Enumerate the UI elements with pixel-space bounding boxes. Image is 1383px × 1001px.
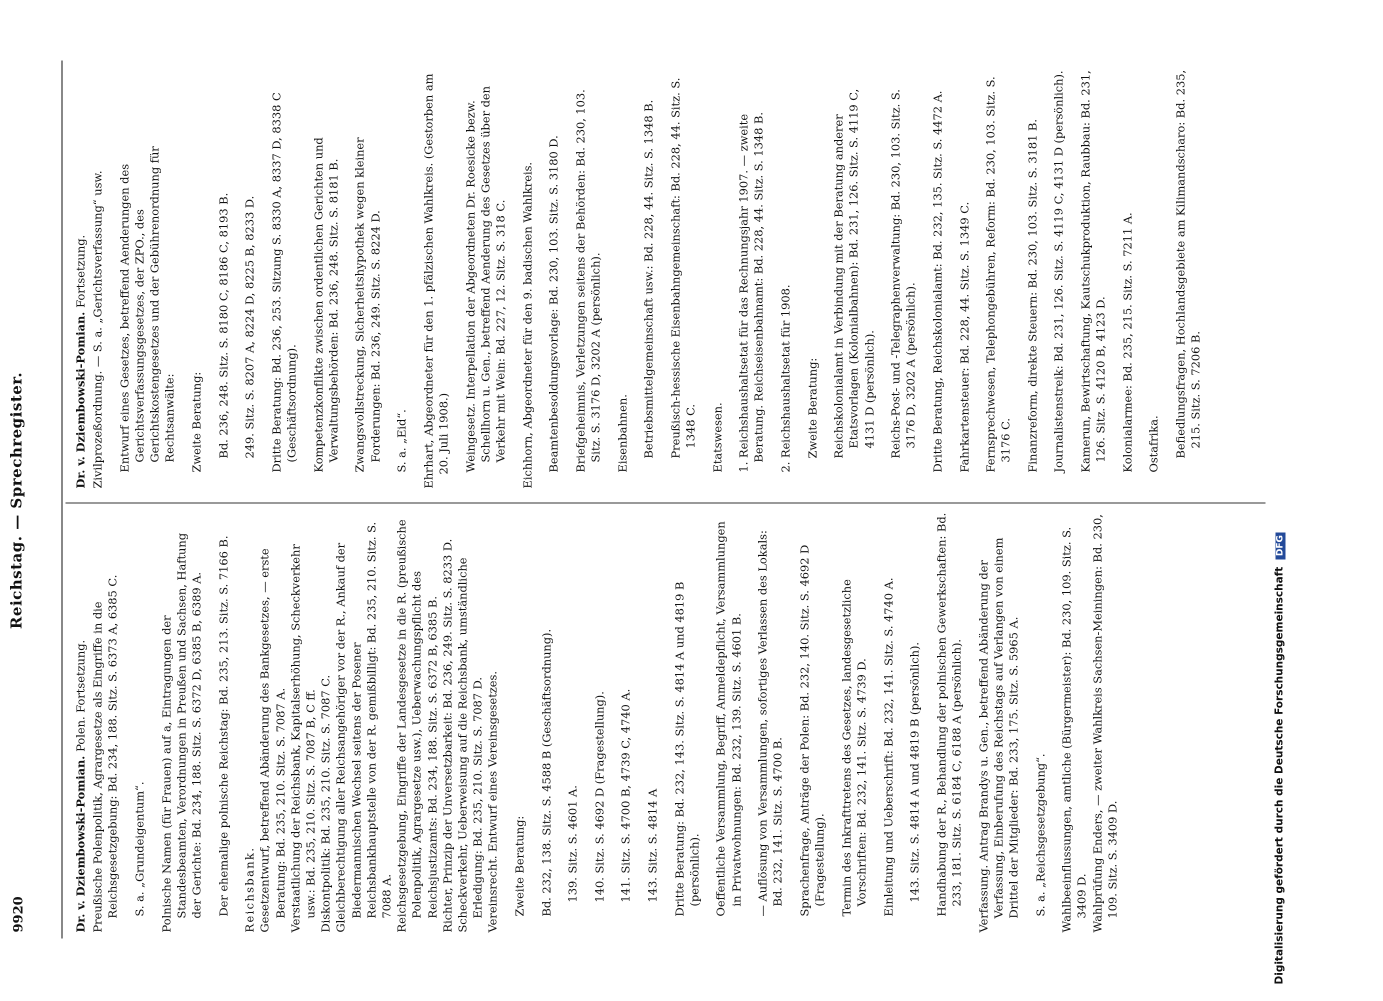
register-entry: 143. Sitz. S. 4814 A und 4819 B (persönlich).	[907, 641, 922, 903]
page-number: 9920	[11, 896, 27, 933]
continuation-label: Polen. Fortsetzung.	[73, 639, 88, 752]
register-entry: Termin des Inkrafttretens des Gesetzes, landesgesetzliche Vorschriften: Bd. 232, 141. Sitz. S. 4739 D.	[839, 579, 869, 917]
register-entry: Polnische Namen (für Frauen) auf a, Eintragungen der Standesbeamten, Verordnungen in Preußen und Sachsen, Haftung der Gerichte: Bd. 234, 188. Sitz. S. 6372 D, 6385 B, 6389 A.	[159, 533, 204, 933]
register-entry: Reichs-Post- und -Telegraphenverwaltung: Bd. 230, 103. Sitz. S. 3176 D, 3202 A (persönlich).	[888, 89, 918, 459]
register-entry: Wahlbeeinflussungen, amtliche (Bürgermeister): Bd. 230, 109. Sitz. S. 3409 D.	[1059, 526, 1089, 933]
register-entry: Wahlprüfung Enders, — zweiter Wahlkreis Sachsen-Meiningen: Bd. 230, 109. Sitz. S. 3409 D.	[1090, 514, 1120, 933]
column-divider	[66, 503, 1266, 504]
register-entry: Preußisch-hessische Eisenbahngemeinschaft: Bd. 228, 44. Sitz. S. 1348 C.	[668, 77, 698, 459]
register-entry: Eichhorn, Abgeordneter für den 9. badischen Wahlkreis.	[520, 161, 535, 489]
register-entry: Reichskolonialamt in Verbindung mit der Beratung anderer Etatsvorlagen (Kolonialbahnen): Bd. 231, 126. Sitz. S. 4119 C, 4131 D (persönlich).	[831, 88, 877, 459]
left-entries	[91, 513, 1121, 933]
register-entry: Eisenbahnen.	[615, 394, 630, 473]
register-entry: Journalistenstreik: Bd. 231, 126. Sitz. S. 4119 C, 4131 D (persönlich).	[1051, 70, 1066, 473]
register-entry: Gleichberechtigung aller Reichsangehöriger vor der R., Ankauf der Biedermannischen Wechsel seitens der Posener Reichsbankhauptstelle von der R. gemißbilligt: Bd. 235, 210. Sitz. S. 7088 A.	[333, 521, 394, 933]
register-entry: Kamerun, Bewirtschaftung, Kautschukproduktion, Raubbau: Bd. 231, 126. Sitz. S. 4120 B, 4123 D.	[1078, 70, 1108, 473]
register-entry: Handhabung der R., Behandlung der polnischen Gewerkschaften: Bd. 233, 181. Sitz. S. 6184 C, 6188 A (persönlich).	[934, 512, 964, 917]
register-entry: Diskontpolitik: Bd. 235, 210. Sitz. S. 7087 C.	[318, 674, 333, 933]
digitization-credit	[1274, 25, 1286, 985]
register-entry: Kolonialarmee: Bd. 235, 215. Sitz. S. 7211 A.	[1120, 212, 1135, 473]
register-entry: Zweite Beratung:	[805, 357, 820, 459]
register-entry: 1. Reichshaushaltsetat für das Rechnungsjahr 1907. — zweite Beratung. Reichseisenbahnamt: Bd. 228, 44. Sitz. S. 1348 B.	[736, 112, 766, 473]
register-entry: Richter, Prinzip der Unversetzbarkeit: Bd. 236, 249. Sitz. S. 8233 D.	[440, 538, 455, 933]
register-entry: Etatswesen.	[710, 402, 725, 473]
register-entry: S. a. „Eid“.	[394, 409, 409, 473]
right-column-heading	[74, 69, 89, 489]
register-entry: Fernsprechwesen, Telephongebühren, Reform: Bd. 230, 103. Sitz. S. 3176 C.	[983, 76, 1013, 473]
dfg-logo: DFG	[1276, 532, 1286, 559]
register-entry: Sprachenfrage, Anträge der Polen: Bd. 232, 140. Sitz. S. 4692 D (Fragestellung).	[797, 544, 827, 917]
register-entry: 143. Sitz. S. 4814 A	[645, 788, 660, 903]
header-rule	[62, 61, 63, 939]
credit-text: Digitalisierung gefördert durch die Deutsche Forschungsgemeinschaft	[1273, 566, 1286, 985]
register-entry: Weingesetz. Interpellation der Abgeordneten Dr. Roesicke bezw. Schellhorn u. Gen., betreffend Aenderung des Gesetzes über den Verkehr mit Wein: Bd. 227, 12. Sitz. S. 318 C.	[463, 85, 508, 473]
left-column	[74, 513, 1121, 933]
register-entry: Zwangsvollstreckung, Sicherheitshypothek wegen kleiner Forderungen: Bd. 236, 249. Sitz. S. 8224 D.	[352, 137, 383, 473]
register-entry: Der ehemalige polnische Reichstag: Bd. 235, 213. Sitz. S. 7166 B.	[216, 535, 231, 917]
register-entry: Bd. 232, 138. Sitz. S. 4588 B (Geschäftsordnung).	[539, 628, 554, 917]
register-entry: 141. Sitz. S. 4700 B, 4739 C, 4740 A.	[618, 688, 633, 903]
speaker-name: Dr. v. Dziembowski-Pomian.	[73, 755, 88, 933]
rotated-page	[0, 1, 1383, 1001]
register-entry: Scheckverkehr, Ueberweisung auf die Reichsbank, umständliche Erledigung: Bd. 235, 210. Sitz. S. 7087 D.	[455, 557, 485, 933]
register-entry: Finanzreform, direkte Steuern: Bd. 230, 103. Sitz. S. 3181 B.	[1025, 118, 1040, 473]
register-entry: Zweite Beratung:	[189, 371, 204, 473]
register-entry: Dritte Beratung: Bd. 236, 253. Sitzung S. 8330 A, 8337 D, 8338 C (Geschäftsordnung).	[269, 92, 299, 473]
register-entry: Entwurf eines Gesetzes, betreffend Aenderungen des Gerichtsverfassungsgesetzes, der ZPO., des Gerichtskostengesetzes und der Gebührenordnung für Rechtsanwälte:	[117, 146, 177, 473]
register-entry: Ostafrika.	[1146, 415, 1161, 473]
register-entry: Befiedlungsfragen, Hochlandsgebiete am Kilimandscharo: Bd. 235, 215. Sitz. S. 7206 B.	[1173, 69, 1203, 459]
left-column-heading	[74, 513, 89, 933]
register-entry: Gesetzentwurf, betreffend Abänderung des Bankgesetzes, — erste Beratung: Bd. 235, 210. Sitz. S. 7087 A.	[257, 548, 288, 933]
register-entry: Zweite Beratung:	[512, 815, 527, 917]
register-entry: Vereinsrecht. Entwurf eines Vereinsgesetzes.	[485, 670, 500, 933]
register-entry: Betriebsmittelgemeinschaft usw.: Bd. 228, 44. Sitz. S. 1348 B.	[641, 99, 656, 459]
register-entry: Zivilprozeßordnung. — S. a. „Gerichtsverfassung“ usw.	[90, 170, 105, 489]
register-entry: Einleitung und Ueberschrift: Bd. 232, 141. Sitz. S. 4740 A.	[881, 577, 896, 917]
register-entry: Reichsbank.	[242, 846, 257, 933]
register-entry: Dritte Beratung: Bd. 232, 143. Sitz. S. 4814 A und 4819 B (persönlich).	[672, 581, 702, 917]
register-entry: 2. Reichshaushaltsetat für 1908.	[778, 284, 793, 473]
register-entry: Oeffentliche Versammlung, Begriff, Anmeldepflicht, Versammlungen in Privatwohnungen: Bd. 232, 139. Sitz. S. 4601 B.	[713, 521, 744, 917]
register-entry: Verstaatlichung der Reichsbank, Kapitalserhöhung, Scheckverkehr usw.: Bd. 235, 210. Sitz. S. 7087 B, C ff.	[288, 544, 318, 933]
register-entry: Beamtenbesoldungsvorlage: Bd. 230, 103. Sitz. S. 3180 D.	[546, 135, 561, 473]
right-column	[74, 69, 1216, 489]
register-entry: Preußische Polenpolitik, Agrargesetze als Eingriffe in die Reichsgesetzgebung: Bd. 234, 188. Sitz. S. 6373 A, 6385 C.	[90, 574, 120, 933]
register-entry: Dritte Beratung, Reichskolonialamt: Bd. 232, 135. Sitz. S. 4472 A.	[930, 90, 945, 473]
running-title: Reichstag. — Sprechregister.	[7, 371, 26, 630]
register-entry: Fahrkartensteuer: Bd. 228, 44. Sitz. S. 1349 C.	[957, 201, 971, 473]
register-entry: 139. Sitz. S. 4601 A.	[565, 785, 580, 903]
register-entry: 249. Sitz. S. 8207 A, 8224 D, 8225 B, 8233 D.	[242, 195, 257, 459]
register-entry: S. a. „Grundeigentum“.	[132, 781, 147, 917]
register-entry: — Auflösung von Versammlungen, sofortiges Verlassen des Lokals: Bd. 232, 141. Sitz. S. 4700 B.	[755, 530, 785, 917]
right-entries	[91, 69, 1204, 489]
register-entry: S. a. „Reichsgesetzgebung“.	[1033, 753, 1048, 917]
register-entry: Briefgeheimnis, Verletzungen seitens der Behörden: Bd. 230, 103. Sitz. S. 3176 D, 3202 A (persönlich).	[573, 89, 603, 473]
register-entry: Verfassung. Antrag Brandys u. Gen., betreffend Abänderung der Verfassung, Einberufung des Reichstags auf Verlangen von einem Drittel der Mitglieder: Bd. 233, 175. Sitz. S. 5965 A.	[976, 537, 1021, 933]
register-entry: 140. Sitz. S. 4692 D (Fragestellung).	[592, 691, 607, 903]
speaker-name: Dr. v. Dziembowski-Pomian.	[73, 311, 88, 489]
register-entry: Bd. 236, 248. Sitz. S. 8180 C, 8186 C, 8193 B.	[216, 192, 231, 459]
register-entry: Reichsgesetzgebung, Eingriffe der Landesgesetze in die R. (preußische Polenpolitik, Agrargesetze usw.), Ueberwachungspflicht des Reichsjustizamts: Bd. 234, 188. Sitz. S. 6372 B, 6385 B.	[394, 519, 440, 933]
register-entry: Kompetenzkonflikte zwischen ordentlichen Gerichten und Verwaltungsbehörden: Bd. 236, 248. Sitz. S. 8181 B.	[311, 137, 341, 473]
register-entry: Ehrhart, Abgeordneter für den 1. pfälzischen Wahlkreis. (Gestorben am 20. Juli 1908.)	[421, 73, 451, 489]
continuation-label: Fortsetzung.	[73, 234, 88, 308]
